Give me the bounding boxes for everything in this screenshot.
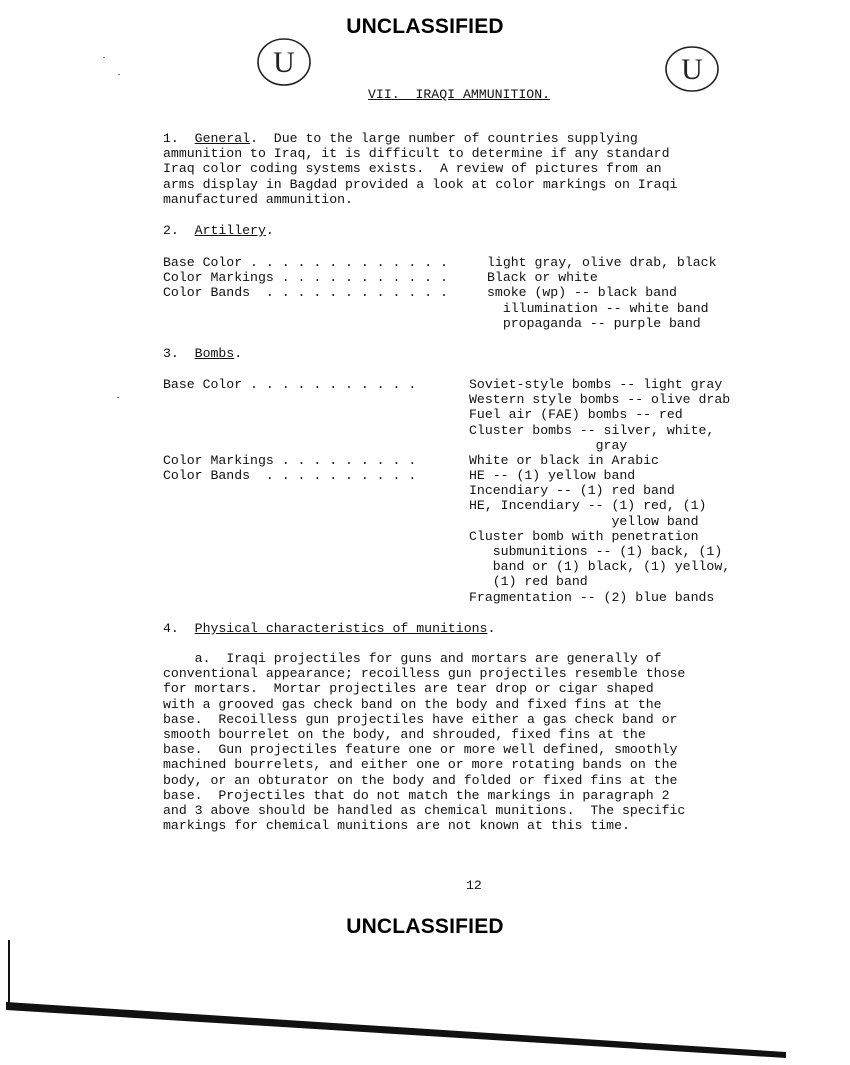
physical-line-5: base. Recoilless gun projectiles have either a gas check band or xyxy=(163,711,678,727)
right-portion-mark-icon xyxy=(663,43,721,95)
artillery-value-5: propaganda -- purple band xyxy=(487,315,701,331)
artillery-value-2: Black or white xyxy=(487,270,598,286)
physical-line-11: and 3 above should be handled as chemical munitions. The specific xyxy=(163,803,686,819)
general-paragraph: 1. General. Due to the large number of countries supplying ammunition to Iraq, it is difficult to determine if any standard Iraq color coding systems exists. A review of pictures from an arms display in Bagdad provided a look at color markings on Iraqi manufactured ammunition. xyxy=(163,131,678,207)
physical-line-12: markings for chemical munitions are not known at this time. xyxy=(163,818,630,834)
bombs-band-value-9: Fragmentation -- (2) blue bands xyxy=(469,589,715,605)
artillery-value-1: light gray, olive drab, black xyxy=(487,255,717,270)
bombs-base-value-1: Soviet-style bombs -- light gray xyxy=(469,377,723,392)
artillery-values xyxy=(487,255,717,331)
physical-line-6: smooth bourrelet on the body, and shrouded, fixed fins at the xyxy=(163,727,646,743)
physical-line-2: conventional appearance; recoilless gun projectiles resemble those xyxy=(163,666,686,682)
scan-speck xyxy=(103,57,105,58)
bottom-classification-banner: UNCLASSIFIED xyxy=(346,915,504,938)
bombs-band-value-5: Cluster bomb with penetration xyxy=(469,528,699,544)
artillery-label-color-markings: Color Markings . . . . . . . . . . . xyxy=(163,270,448,286)
bombs-base-value-2: Western style bombs -- olive drab xyxy=(469,392,731,408)
physical-line-10: base. Projectiles that do not match the markings in paragraph 2 xyxy=(163,787,670,803)
general-line-3: Iraq color coding systems exists. A review of pictures from an xyxy=(163,161,662,177)
bombs-label-color-bands: Color Bands . . . . . . . . . . xyxy=(163,468,417,483)
physical-line-8: machined bourrelets, and either one or more rotating bands on the xyxy=(163,757,678,773)
bombs-bands-values xyxy=(469,468,730,605)
top-classification-banner: UNCLASSIFIED xyxy=(346,15,504,38)
physical-paragraph xyxy=(163,651,685,833)
bombs-band-value-2: Incendiary -- (1) red band xyxy=(469,483,675,499)
artillery-heading-line: 2. Artillery. xyxy=(163,223,274,238)
general-number: 1. xyxy=(163,131,179,146)
physical-heading: Physical characteristics of munitions xyxy=(194,621,488,636)
section-title: VII. IRAQI AMMUNITION. xyxy=(368,87,551,102)
physical-line-9: body, or an obturator on the body and folded or fixed fins at the xyxy=(163,772,678,788)
bombs-markings-value: White or black in Arabic xyxy=(469,453,659,468)
bombs-band-value-8: (1) red band xyxy=(469,574,588,590)
bombs-heading: Bombs xyxy=(194,346,235,361)
bombs-band-value-3: HE, Incendiary -- (1) red, (1) xyxy=(469,498,707,514)
bombs-heading-line: 3. Bombs. xyxy=(163,346,243,361)
bombs-base-value-3: Fuel air (FAE) bombs -- red xyxy=(469,407,683,423)
svg-text:U: U xyxy=(273,46,295,79)
artillery-label-base-color: Base Color . . . . . . . . . . . . . xyxy=(163,255,448,270)
artillery-labels xyxy=(163,255,448,301)
physical-number: 4. xyxy=(163,621,179,636)
bombs-base-values xyxy=(469,377,730,453)
bombs-label-base-color: Base Color . . . . . . . . . . . xyxy=(163,377,417,392)
bombs-band-value-7: band or (1) black, (1) yellow, xyxy=(469,559,731,575)
bombs-label-color-markings: Color Markings . . . . . . . . . xyxy=(163,453,417,468)
artillery-heading: Artillery xyxy=(194,223,266,238)
scan-speck xyxy=(118,74,120,75)
scan-edge-artifact xyxy=(0,930,850,1065)
artillery-number: 2. xyxy=(163,223,179,238)
physical-line-1: a. Iraqi projectiles for guns and mortars are generally of xyxy=(163,651,662,666)
general-line-2: ammunition to Iraq, it is difficult to determine if any standard xyxy=(163,146,670,162)
general-line-4: arms display in Bagdad provided a look at color markings on Iraqi xyxy=(163,176,678,192)
physical-line-7: base. Gun projectiles feature one or more well defined, smoothly xyxy=(163,742,678,758)
bombs-number: 3. xyxy=(163,346,179,361)
physical-heading-line: 4. Physical characteristics of munitions. xyxy=(163,621,496,636)
general-line-5: manufactured ammunition. xyxy=(163,191,353,207)
page-number: 12 xyxy=(466,878,482,893)
bombs-base-value-4: Cluster bombs -- silver, white, xyxy=(469,422,715,438)
bombs-band-value-6: submunitions -- (1) back, (1) xyxy=(469,544,723,560)
svg-text:U: U xyxy=(681,53,703,86)
bombs-band-value-4: yellow band xyxy=(469,513,699,529)
bombs-band-value-1: HE -- (1) yellow band xyxy=(469,468,636,483)
left-portion-mark-icon xyxy=(255,36,313,88)
artillery-label-color-bands: Color Bands . . . . . . . . . . . . xyxy=(163,285,448,301)
general-heading: General xyxy=(194,131,251,146)
scan-speck xyxy=(117,397,119,398)
physical-line-3: for mortars. Mortar projectiles are tear drop or cigar shaped xyxy=(163,681,654,697)
general-line-1: Due to the large number of countries supplying xyxy=(257,131,638,146)
artillery-value-4: illumination -- white band xyxy=(487,300,709,316)
bombs-base-value-5: gray xyxy=(469,437,628,453)
artillery-value-3: smoke (wp) -- black band xyxy=(487,285,677,301)
physical-line-4: with a grooved gas check band on the body and fixed fins at the xyxy=(163,696,662,712)
